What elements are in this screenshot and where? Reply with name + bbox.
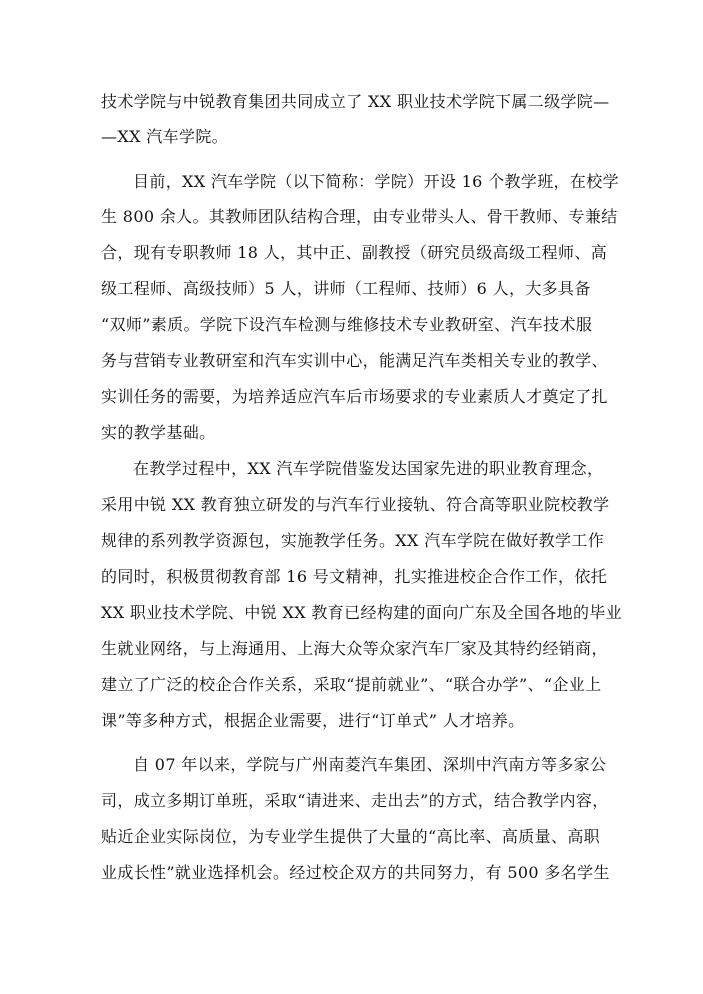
text-line: 技术学院与中锐教育集团共同成立了 XX 职业技术学院下属二级学院— — [101, 92, 610, 111]
text-line: 贴近企业实际岗位，为专业学生提供了大量的“高比率、高质量、高职 — [101, 827, 601, 846]
text-line: 实的教学基础。 — [101, 423, 216, 442]
text-line: 生 800 余人。其教师团队结构合理，由专业带头人、骨干教师、专兼结 — [101, 207, 618, 226]
text-line: —XX 汽车学院。 — [101, 127, 229, 146]
text-line: 生就业网络，与上海通用、上海大众等众家汽车厂家及其特约经销商， — [101, 639, 608, 658]
text-line: 建立了广泛的校企合作关系，采取“提前就业”、“联合办学”、“企业上 — [101, 675, 602, 694]
text-line: 实训任务的需要，为培养适应汽车后市场要求的专业素质人才奠定了扎 — [101, 387, 608, 406]
text-line: 司，成立多期订单班，采取“请进来、走出去”的方式，结合教学内容， — [101, 791, 609, 810]
text-line: 业成长性”就业选择机会。经过校企双方的共同努力，有 500 多名学生 — [101, 863, 610, 882]
text-line: 的同时，积极贯彻教育部 16 号文精神，扎实推进校企合作工作，依托 — [101, 567, 608, 586]
text-line: 合，现有专职教师 18 人，其中正、副教授（研究员级高级工程师、高 — [101, 243, 608, 262]
paragraph-start-line: 自 07 年以来，学院与广州南菱汽车集团、深圳中汽南方等多家公 — [133, 755, 607, 774]
paragraph-start-line: 目前，XX 汽车学院（以下简称：学院）开设 16 个教学班，在校学 — [133, 172, 619, 191]
text-line: XX 职业技术学院、中锐 XX 教育已经构建的面向广东及全国各地的毕业 — [101, 603, 623, 622]
text-line: 采用中锐 XX 教育独立研发的与汽车行业接轨、符合高等职业院校教学 — [101, 495, 610, 514]
text-line: 级工程师、高级技师）5 人，讲师（工程师、技师）6 人，大多具备 — [101, 279, 591, 298]
text-line: 务与营销专业教研室和汽车实训中心，能满足汽车类相关专业的教学、 — [101, 351, 608, 370]
text-line: “双师”素质。学院下设汽车检测与维修技术专业教研室、汽车技术服 — [101, 315, 593, 334]
text-line: 课”等多种方式，根据企业需要，进行“订单式” 人才培养。 — [101, 711, 525, 730]
paragraph-start-line: 在教学过程中，XX 汽车学院借鉴发达国家先进的职业教育理念， — [133, 459, 604, 478]
text-line: 规律的系列教学资源包，实施教学任务。XX 汽车学院在做好教学工作 — [101, 531, 605, 550]
